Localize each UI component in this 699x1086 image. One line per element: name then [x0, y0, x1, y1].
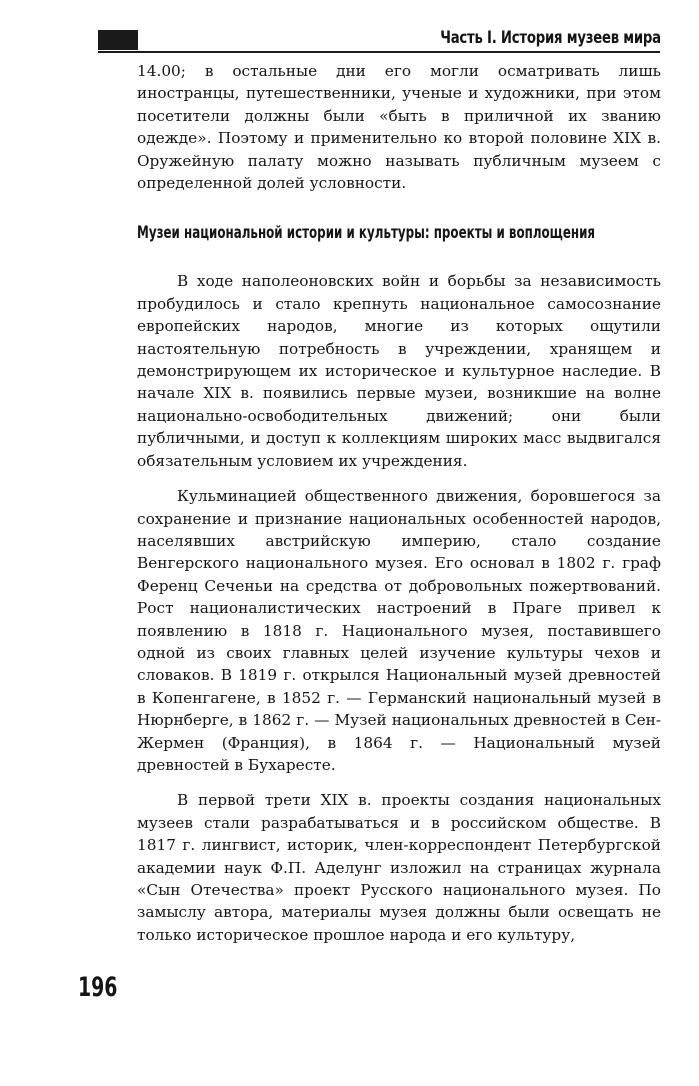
- section-heading: Музеи национальной истории и культуры: проекты и воплощения: [137, 223, 596, 243]
- paragraph-continued: 14.00; в остальные дни его могли осматривать лишь иностранцы, путешественники, ученые и художники, при этом посетители должны были «быть в приличной их званию одежде». Поэтому и применительно ко второй половине XIX в. Оружейную палату можно называть публичным музеем с определенной долей условности.: [137, 62, 661, 193]
- paragraph-culmination: Кульминацией общественного движения, боровшегося за сохранение и признание национальных особенностей народов, населявших австрийскую империю, стало создание Венгерского национального музея. Его основал в 1802 г. граф Ференц Сеченьи на средства от добровольных пожертвований. Рост националистических настроений в Праге привел к появлению в 1818 г. Национального музея, поставившего одной из своих главных целей изучение культуры чехов и словаков. В 1819 г. открылся Национальный музей древностей в Копенгагене, в 1852 г. — Германский национальный музей в Нюрнберге, в 1862 г. — Музей национальных древностей в Сен-Жермен (Франция), в 1864 г. — Национальный музей древностей в Бухаресте.: [137, 487, 661, 774]
- header-bar: [98, 30, 138, 50]
- paragraph-napoleonic-wars: В ходе наполеоновских войн и борьбы за независимость пробудилось и стало крепнуть национальное самосознание европейских народов, многие из которых ощутили настоятельную потребность в учреждении, хранящем и демонстрирующем их историческое и культурное наследие. В начале XIX в. появились первые музеи, возникшие на волне национально-освободительных движений; они были публичными, и доступ к коллекциям широких масс выдвигался обязательным условием их учреждения.: [137, 272, 661, 470]
- page-body: [137, 60, 661, 946]
- paragraph-russian-projects: В первой трети XIX в. проекты создания национальных музеев стали разрабатываться и в российском обществе. В 1817 г. лингвист, историк, член-корреспондент Петербургской академии наук Ф.П. Аделунг изложил на страницах журнала «Сын Отечества» проект Русского национального музея. По замыслу автора, материалы музея должны были освещать не только историческое прошлое народа и его культуру,: [137, 791, 661, 944]
- header-rule: [98, 51, 660, 53]
- page-number: 196: [78, 972, 118, 1003]
- running-head: Часть I. История музеев мира: [440, 28, 661, 48]
